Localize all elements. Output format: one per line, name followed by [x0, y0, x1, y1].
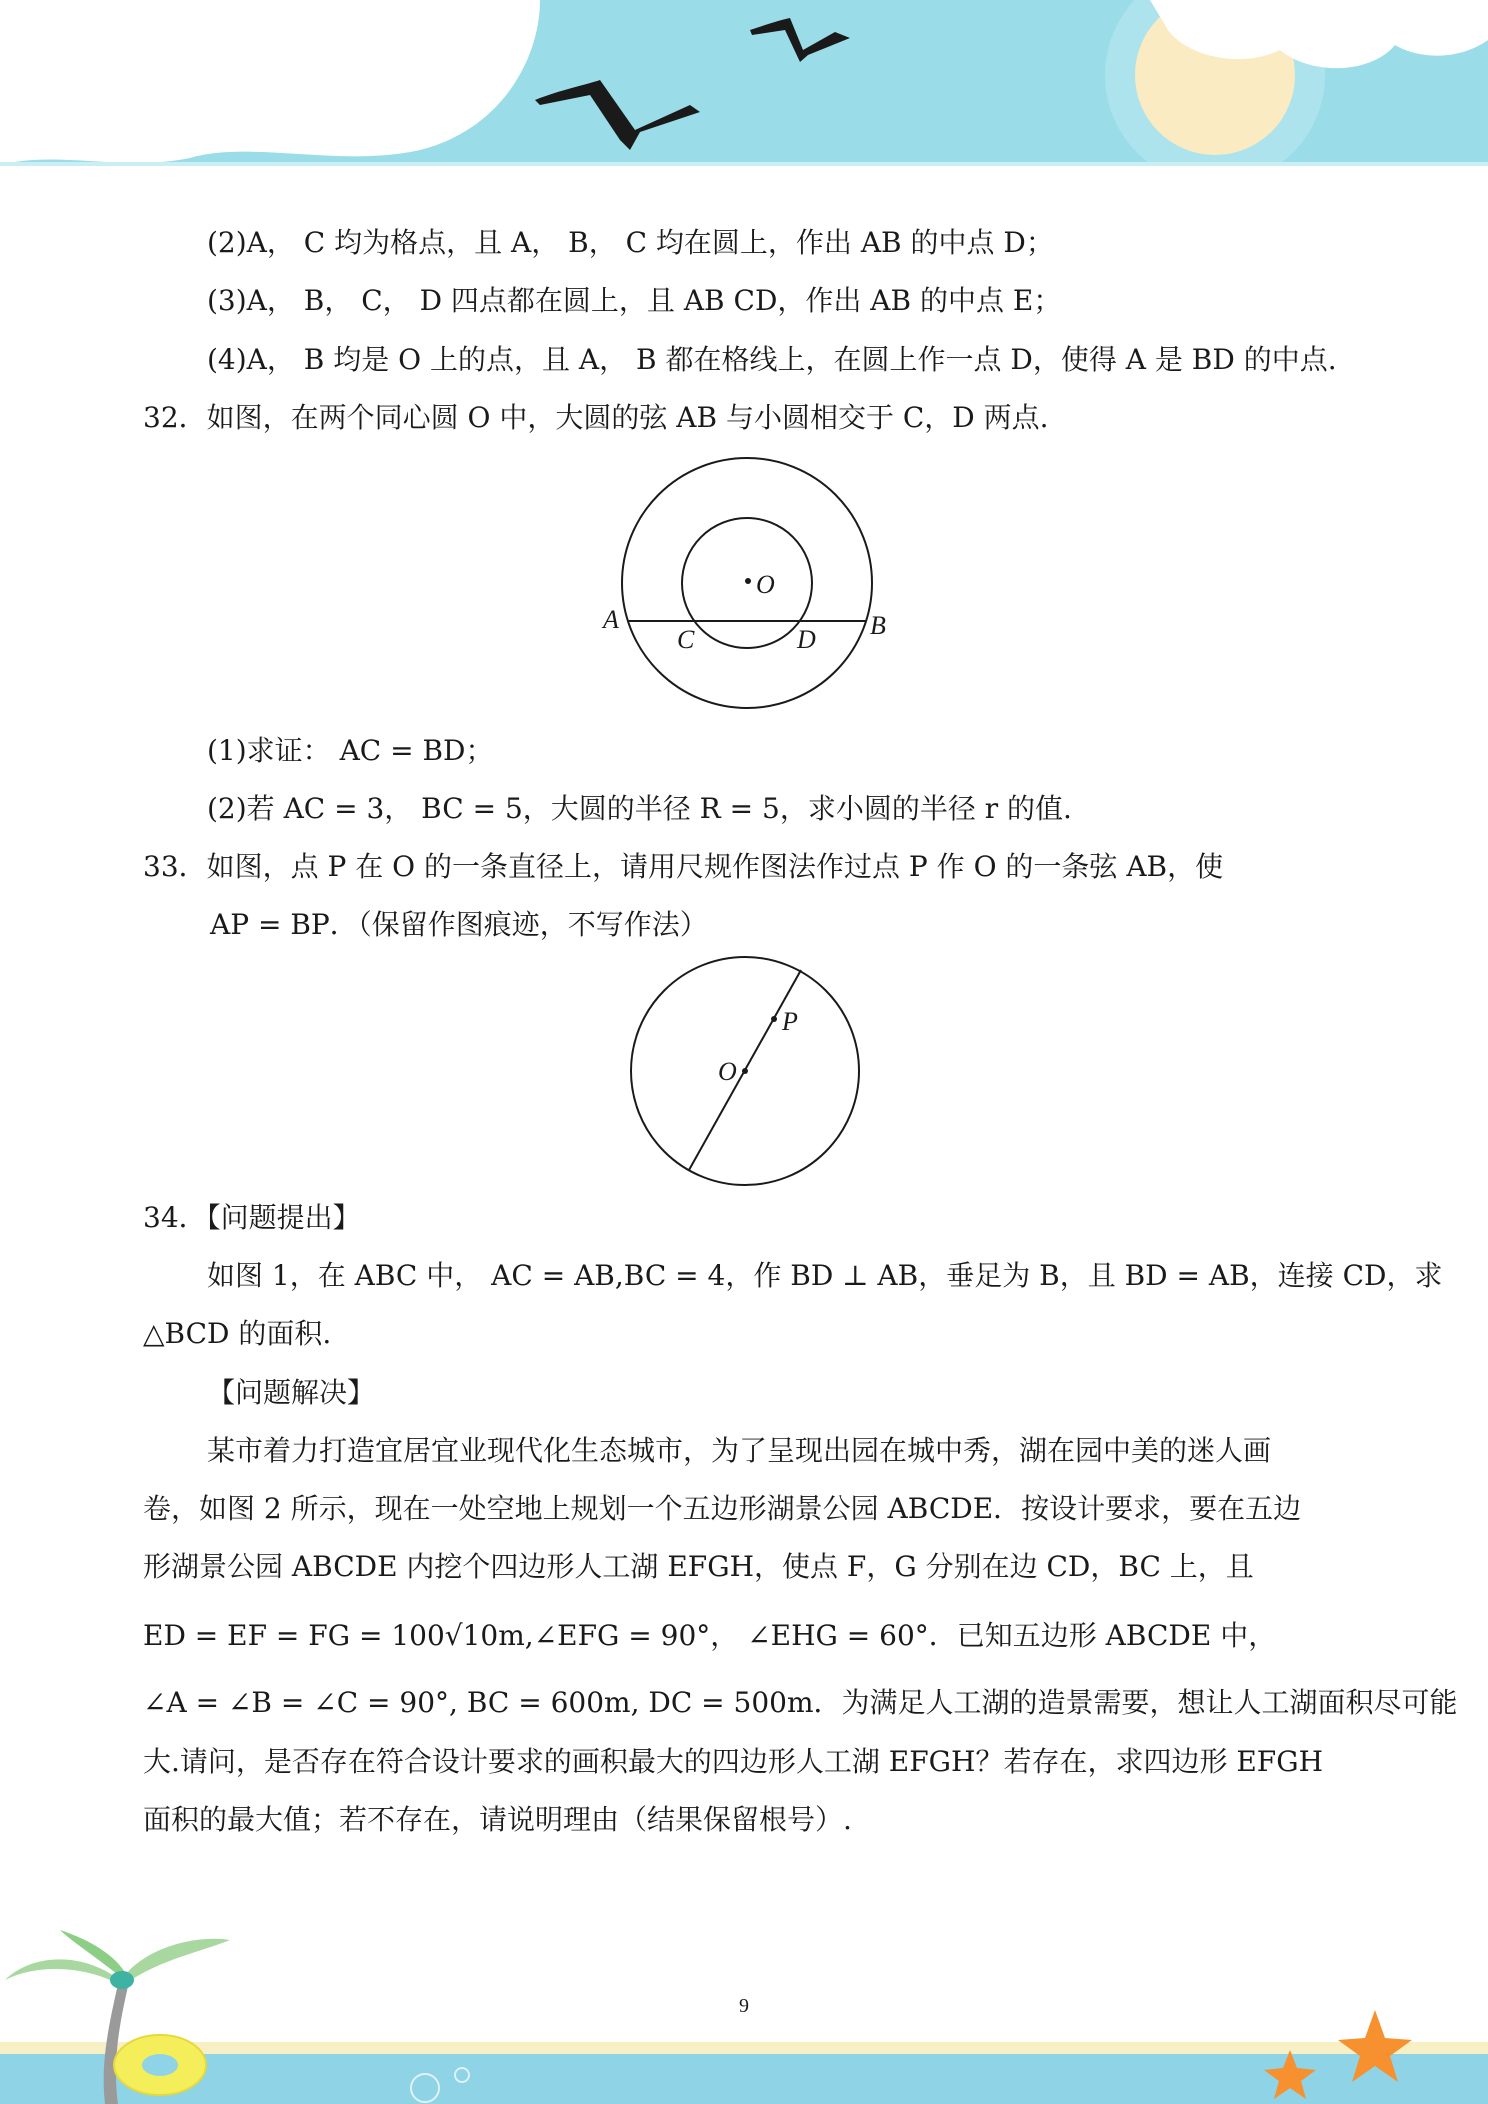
- question-33: 33．如图，点 P 在 O 的一条直径上，请用尺规作图法作过点 P 作 O 的一条弦 AB，使: [143, 850, 1224, 883]
- text-line: 面积的最大值；若不存在，请说明理由（结果保留根号）.: [143, 1803, 852, 1836]
- top-banner: [0, 0, 1488, 170]
- figure-concentric-circles: [590, 452, 900, 722]
- page-number: 9: [739, 1995, 749, 2017]
- label-a: A: [603, 605, 619, 634]
- question-32: 32．如图，在两个同心圆 O 中，大圆的弦 AB 与小圆相交于 C，D 两点.: [143, 401, 1049, 434]
- label-c: C: [677, 625, 695, 654]
- text-line: AP = BP．（保留作图痕迹，不写作法）: [210, 908, 708, 941]
- text-line: (4)A， B 均是 O 上的点，且 A， B 都在格线上，在圆上作一点 D，使得 A 是 BD 的中点.: [207, 343, 1337, 376]
- label-p: P: [782, 1007, 798, 1036]
- text-line: (1)求证： AC = BD；: [207, 734, 494, 767]
- text-line: (2)若 AC = 3， BC = 5，大圆的半径 R = 5，求小圆的半径 r 的值.: [207, 792, 1072, 825]
- text-line: 【问题解决】: [207, 1376, 376, 1409]
- text-line: 卷，如图 2 所示，现在一处空地上规划一个五边形湖景公园 ABCDE．按设计要求，要在五边: [143, 1492, 1302, 1525]
- label-b: B: [870, 611, 886, 640]
- text-line: 大.请问，是否存在符合设计要求的画积最大的四边形人工湖 EFGH？若存在，求四边形 EFGH: [143, 1745, 1324, 1778]
- text-line: 如图 1，在 ABC 中， AC = AB,BC = 4，作 BD ⊥ AB，垂足为 B，且 BD = AB，连接 CD，求: [207, 1259, 1443, 1292]
- label-o: O: [718, 1057, 737, 1086]
- label-d: D: [797, 625, 816, 654]
- text-line: 形湖景公园 ABCDE 内挖个四边形人工湖 EFGH，使点 F，G 分别在边 CD，BC 上，且: [143, 1550, 1254, 1583]
- text-line: △BCD 的面积.: [143, 1317, 332, 1350]
- text-line: ED = EF = FG = 100√10m,∠EFG = 90°， ∠EHG = 60°．已知五边形 ABCDE 中，: [143, 1619, 1277, 1652]
- text-line: 某市着力打造宜居宜业现代化生态城市，为了呈现出园在城中秀，湖在园中美的迷人画: [207, 1434, 1272, 1467]
- label-o: O: [756, 570, 775, 599]
- text-line: (3)A， B， C， D 四点都在圆上，且 AB CD，作出 AB 的中点 E；: [207, 284, 1062, 317]
- question-34: 34．【问题提出】: [143, 1201, 361, 1234]
- text-line: (2)A， C 均为格点，且 A， B， C 均在圆上，作出 AB 的中点 D；: [207, 226, 1054, 259]
- figure-circle-diameter: [620, 950, 870, 1190]
- text-line: ∠A = ∠B = ∠C = 90°, BC = 600m, DC = 500m．为满足人工湖的造景需要，想让人工湖面积尽可能: [143, 1686, 1458, 1719]
